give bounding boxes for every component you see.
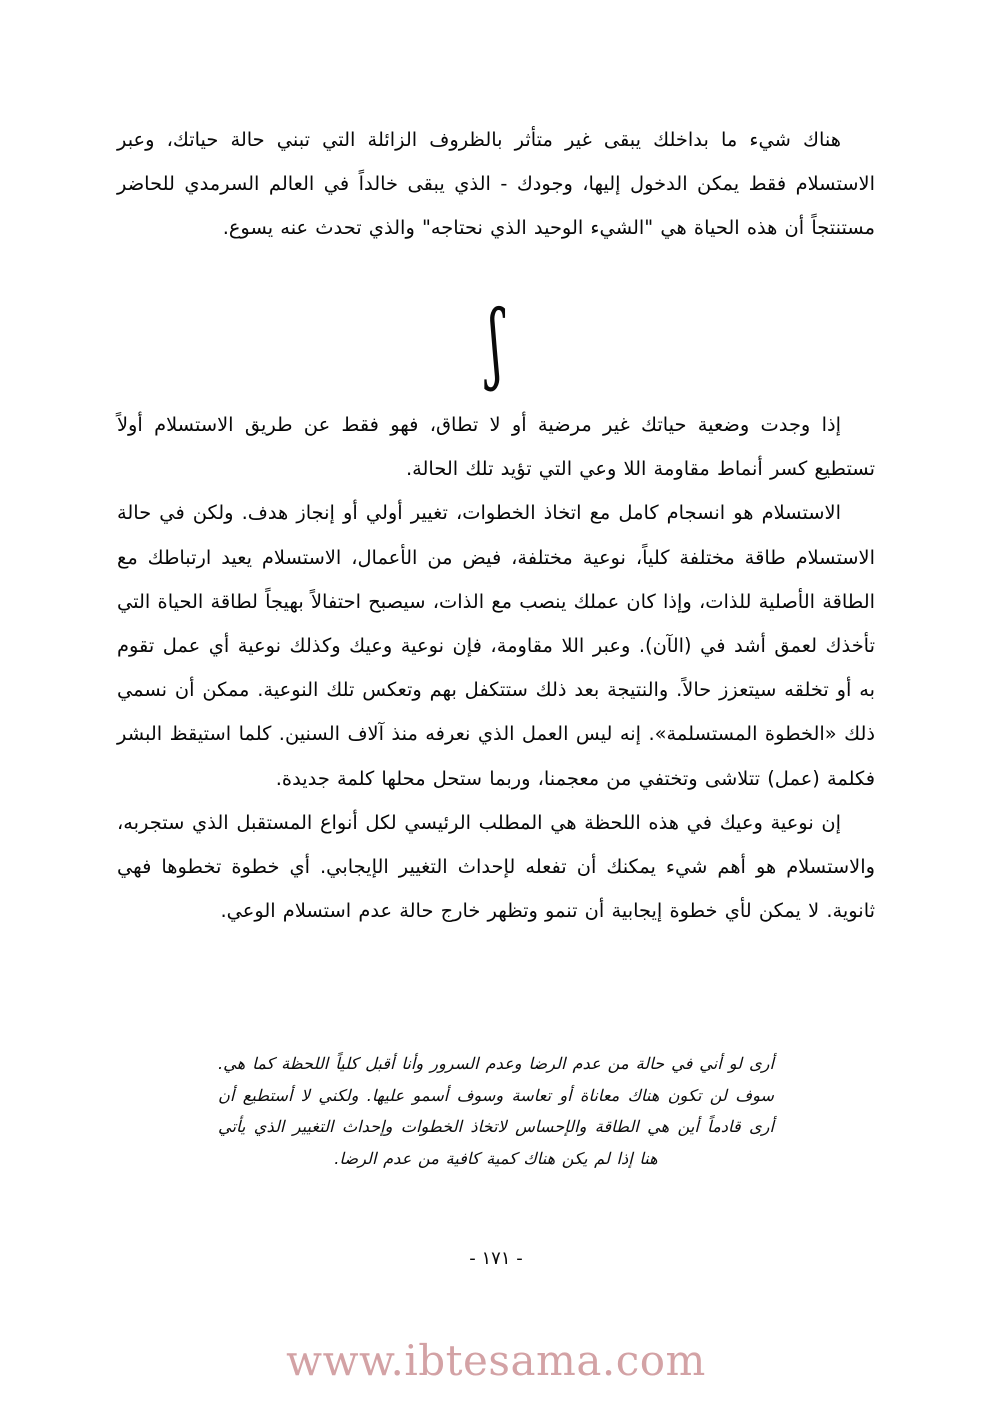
quotation-text: أرى لو أني في حالة من عدم الرضا وعدم السرور وأنا أقبل كلياً اللحظة كما هي. سوف لن تكون هناك معاناة أو تعاسة وسوف أسمو عليها. ولكني لا أستطيع أن أرى قادماً أين هي الطاقة والإحساس لاتخاذ الخطوات وإحداث التغيير الذي يأتي هنا إذا لم يكن هناك كمية كافية من عدم الرضا.	[218, 1054, 774, 1168]
paragraph-opening: هناك شيء ما بداخلك يبقى غير متأثر بالظروف الزائلة التي تبني حالة حياتك، وعبر الاستسلام فقط يمكن الدخول إليها، وجودك - الذي يبقى خالداً في العالم السرمدي للحاضر مستنتجاً أن هذه الحياة هي "الشيء الوحيد الذي نحتاجه" والذي تحدث عنه يسوع.	[117, 128, 875, 240]
calligraphic-flourish-icon: ʃ	[489, 292, 503, 394]
paragraph-surrender-condition: إذا وجدت وضعية حياتك غير مرضية أو لا تطاق، فهو فقط عن طريق الاستسلام أولاً تستطيع كسر أنماط مقاومة اللا وعي التي تؤيد تلك الحالة.	[117, 413, 875, 481]
top-text-block	[117, 118, 875, 251]
quotation-block	[218, 1048, 774, 1174]
page-number: - ١٧١ -	[469, 1248, 523, 1269]
site-watermark: www.ibtesama.com	[286, 1336, 706, 1385]
main-text-block	[117, 403, 875, 933]
section-divider	[0, 292, 992, 394]
paragraph-surrendered-action: الاستسلام هو انسجام كامل مع اتخاذ الخطوات، تغيير أولي أو إنجاز هدف. ولكن في حالة الاستسلام طاقة مختلفة كلياً، نوعية مختلفة، فيض من الأعمال، الاستسلام يعيد ارتباطك مع الطاقة الأصلية للذات، وإذا كان عملك ينصب مع الذات، سيصبح احتفالاً بهيجاً لطاقة الحياة التي تأخذك لعمق أشد في (الآن). وعبر اللا مقاومة، فإن نوعية وعيك وكذلك نوعية أي عمل تقوم به أو تخلقه سيتعزز حالاً. والنتيجة بعد ذلك ستتكفل بهم وتعكس تلك النوعية. ممكن أن نسمي ذلك «الخطوة المستسلمة». إنه ليس العمل الذي نعرفه منذ آلاف السنين. كلما استيقظ البشر فكلمة (عمل) تتلاشى وتختفي من معجمنا، وربما ستحل محلها كلمة جديدة.	[117, 501, 875, 790]
paragraph-consciousness-quality: إن نوعية وعيك في هذه اللحظة هي المطلب الرئيسي لكل أنواع المستقبل الذي ستجربه، والاستسلام هو أهم شيء يمكنك أن تفعله لإحداث التغيير الإيجابي. أي خطوة تخطوها فهي ثانوية. لا يمكن لأي خطوة إيجابية أن تنمو وتظهر خارج حالة عدم استسلام الوعي.	[117, 810, 875, 923]
